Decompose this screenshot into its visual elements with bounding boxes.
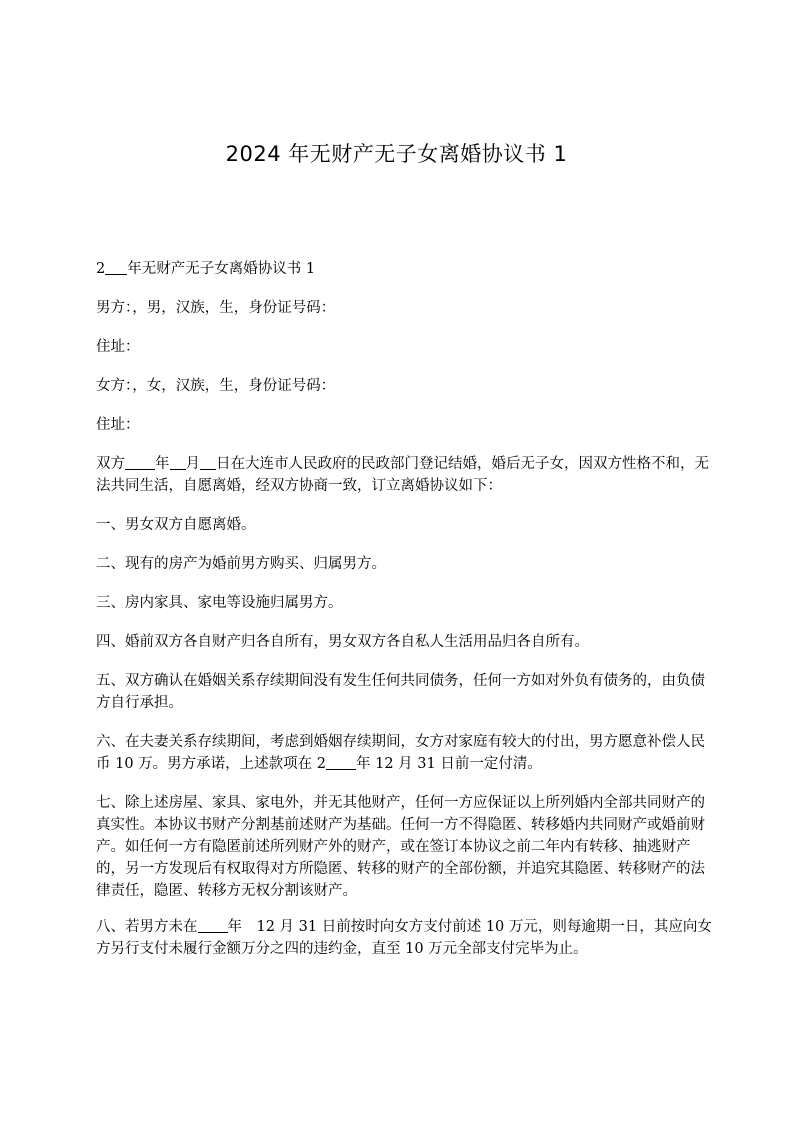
document-title: 2024 年无财产无子女离婚协议书 1 [225,142,568,166]
clause-6 [96,731,718,775]
wife-address: 住址： [96,417,140,433]
clause-1: 一、男女双方自愿离婚。 [96,517,256,533]
subtitle-prefix: 2 [96,261,106,277]
clause-8 [96,916,718,960]
subtitle-line [96,258,718,280]
clause-5: 五、双方确认在婚姻关系存续期间没有发生任何共同债务，任何一方如对外负有债务的，由负债方自行承担。 [96,673,705,711]
year-blank [105,259,127,275]
clause-8-text-1: 八、若男方未在 [96,919,198,935]
deadline-year-blank [198,917,228,933]
payment-year-blank [326,754,356,770]
clause-7: 七、除上述房屋、家具、家电外，并无其他财产，任何一方应保证以上所列婚内全部共同财产的真实性。本协议书财产分割基前述财产为基础。任何一方不得隐匿、转移婚内共同财产或婚前财产。如任何一方有隐匿前述所列财产外的财产，或在签订本协议之前二年内有转移、抽逃财产的，另一方发现后有权取得对方所隐匿、转移的财产的全部份额，并追究其隐匿、转移财产的法律责任，隐匿、转移方无权分割该财产。 [96,795,705,899]
marriage-year-blank [125,454,155,470]
marriage-day-blank [200,454,216,470]
document-body [96,258,718,977]
clause-2: 二、现有的房产为婚前男方购买、归属男方。 [96,556,386,572]
clause-6-text-2: 年 12 月 31 日前一定付清。 [356,756,542,772]
clause-6-text-1: 六、在夫妻关系存续期间，考虑到婚姻存续期间，女方对家庭有较大的付出，男方愿意补偿人民币 10 万。男方承诺，上述款项在 2 [96,734,705,772]
clause-3: 三、房内家具、家电等设施归属男方。 [96,595,343,611]
intro-paragraph [96,453,718,497]
clause-8-text-2: 年 12 月 31 日前按时向女方支付前述 10 万元，则每逾期一日，其应向女方另行支付未履行金额万分之四的违约金，直至 10 万元全部支付完毕为止。 [96,919,712,957]
intro-text-1: 双方 [96,456,125,472]
intro-text-4: 日在大连市人民政府的民政部门登记结婚，婚后无子女，因双方性格不和，无法共同生活，自愿离婚，经双方协商一致，订立离婚协议如下： [96,456,709,494]
husband-address: 住址： [96,339,140,355]
wife-info: 女方：，女，汉族，生，身份证号码： [96,378,336,394]
subtitle-text: 年无财产无子女离婚协议书 1 [127,261,316,277]
intro-text-2: 年 [155,456,170,472]
intro-text-3: 月 [185,456,200,472]
clause-4: 四、婚前双方各自财产归各自所有，男女双方各自私人生活用品归各自所有。 [96,634,589,650]
husband-info: 男方：，男，汉族，生，身份证号码： [96,300,336,316]
marriage-month-blank [170,454,186,470]
